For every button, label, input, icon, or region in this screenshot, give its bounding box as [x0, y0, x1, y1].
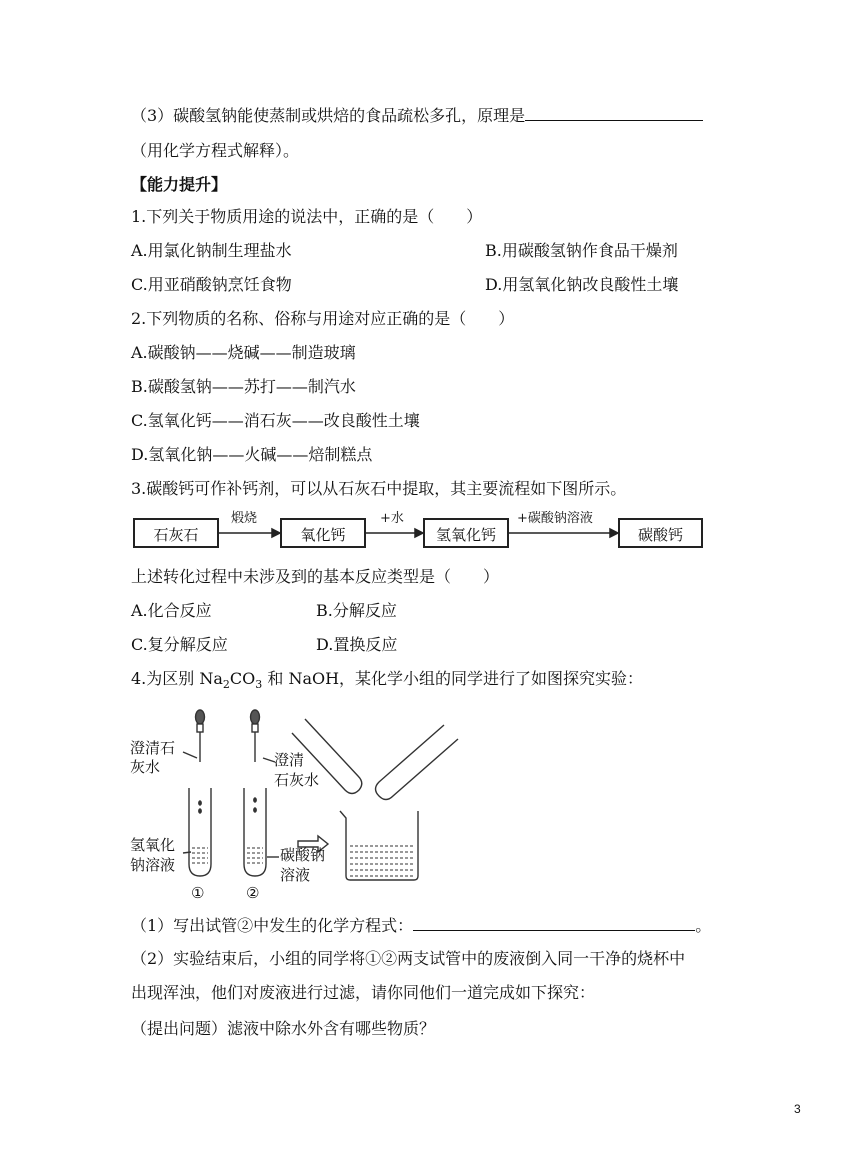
page-number: 3	[794, 1102, 801, 1116]
flow-arrows	[133, 512, 703, 552]
question-3-substem: 上述转化过程中未涉及到的基本反应类型是（ ）	[131, 567, 500, 586]
question-1-option-d: D.用氢氧化钠改良酸性土壤	[485, 275, 679, 294]
flow-arrow-label-water: +水	[380, 511, 404, 526]
flow-arrow-label-sodium-carbonate: +碳酸钠溶液	[517, 511, 593, 526]
experiment-figure	[128, 700, 468, 902]
question-3-option-d: D.置换反应	[316, 635, 398, 654]
question-2-option-a: A.碳酸钠——烧碱——制造玻璃	[131, 343, 356, 362]
label-limewater-tube-line2: 石灰水	[274, 771, 320, 789]
question-3-option-c: C.复分解反应	[131, 635, 228, 654]
question-4-part-2-line-2: 出现浑浊，他们对废液进行过滤，请你同他们一道完成如下探究：	[131, 983, 596, 1002]
flow-arrow-label-calcine: 煅烧	[231, 511, 258, 526]
section-title: 【能力提升】	[131, 175, 228, 194]
question-2-option-d: D.氢氧化钠——火碱——焙制糕点	[131, 445, 373, 464]
label-sodium-hydroxide-line1: 氢氧化	[130, 836, 176, 854]
question-4-part-1-blank[interactable]	[413, 914, 695, 931]
question-2-option-c: C.氢氧化钙——消石灰——改良酸性土壤	[131, 411, 420, 430]
question-4-stem: 4.为区别 $Na_2CO_3$ 和 NaOH，某化学小组的同学进行了如图探究实验：	[131, 669, 644, 692]
label-sodium-hydroxide-line2: 钠溶液	[130, 856, 176, 874]
flow-box-calcium-oxide: 氧化钙	[280, 518, 366, 548]
question-1-option-a: A.用氯化钠制生理盐水	[131, 241, 292, 260]
question-1-option-c: C.用亚硝酸钠烹饪食物	[131, 275, 292, 294]
question-4-part-2-line-1: （2）实验结束后，小组的同学将①②两支试管中的废液倒入同一干净的烧杯中	[131, 949, 686, 968]
q3-line	[131, 104, 703, 127]
question-4-part-1: （1）写出试管②中发生的化学方程式： 。	[131, 916, 712, 935]
label-sodium-carbonate-line1: 碳酸钠	[280, 846, 326, 864]
process-flow-diagram	[133, 512, 703, 552]
question-3-stem: 3.碳酸钙可作补钙剂，可以从石灰石中提取，其主要流程如下图所示。	[131, 479, 627, 498]
question-1-option-b: B.用碳酸氢钠作食品干燥剂	[485, 241, 678, 260]
label-limewater-tube-line1: 澄清	[274, 751, 305, 769]
flow-box-calcium-hydroxide: 氢氧化钙	[423, 518, 509, 548]
q3-tail: （用化学方程式解释）。	[131, 141, 300, 160]
label-sodium-carbonate-line2: 溶液	[280, 866, 311, 884]
tube-2-number: ②	[246, 884, 260, 902]
flow-box-limestone: 石灰石	[133, 518, 219, 548]
q3-text: （3）碳酸氢钠能使蒸制或烘焙的食品疏松多孔，原理是	[131, 106, 526, 125]
question-2-option-b: B.碳酸氢钠——苏打——制汽水	[131, 377, 356, 396]
tube-1-number: ①	[191, 884, 205, 902]
question-1-stem: 1.下列关于物质用途的说法中，正确的是（ ）	[131, 207, 483, 226]
question-3-option-a: A.化合反应	[131, 601, 212, 620]
flow-box-calcium-carbonate: 碳酸钙	[618, 518, 703, 548]
question-3-option-b: B.分解反应	[316, 601, 397, 620]
q3-answer-blank[interactable]	[525, 104, 703, 121]
question-2-stem: 2.下列物质的名称、俗称与用途对应正确的是（ ）	[131, 309, 515, 328]
label-limewater-dropper-line1: 澄清石	[130, 739, 176, 757]
label-limewater-dropper-line2: 灰水	[130, 758, 161, 776]
question-4-part-3: （提出问题）滤液中除水外含有哪些物质？	[131, 1019, 436, 1038]
